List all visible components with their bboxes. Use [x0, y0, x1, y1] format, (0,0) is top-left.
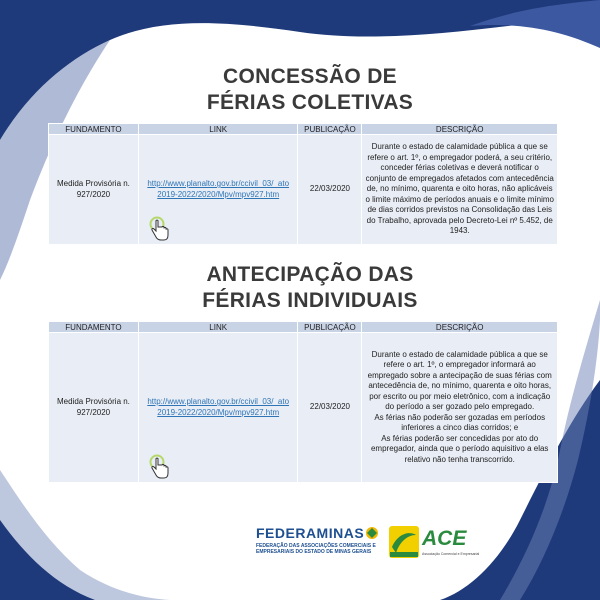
- descricao-cell: Durante o estado de calamidade pública a que se refere o art. 1º, o empregador poderá, a seu critério, conceder férias coletivas e deverá notificar o conjunto de empregados afetados com antecedência de, no mínimo, quarenta e oito horas, não aplicáveis o limite máximo de períodos anuais e o limite mínimo de dias corridos previstos na Consolidação das Leis do Trabalho, aprovada pelo Decreto-Lei nº 5.452, de 1943.: [362, 135, 558, 245]
- mpv927-link[interactable]: http://www.planalto.gov.br/ccivil_03/_ato2019-2022/2020/Mpv/mpv927.htm: [147, 397, 290, 417]
- ace-name: ACE: [422, 527, 467, 550]
- ace-emblem-icon: [388, 525, 420, 559]
- mpv927-link[interactable]: http://www.planalto.gov.br/ccivil_03/_ato2019-2022/2020/Mpv/mpv927.htm: [147, 179, 290, 199]
- header-link: LINK: [138, 124, 298, 135]
- section1-title: [100, 64, 520, 116]
- hand-pointer-icon: [147, 454, 171, 480]
- federaminas-sub-line2: EMPRESARIAIS DO ESTADO DE MINAS GERAIS: [256, 549, 372, 555]
- ferias-individuais-table: [48, 321, 558, 483]
- federaminas-sub-line1: FEDERAÇÃO DAS ASSOCIAÇÕES COMERCIAIS E: [256, 543, 376, 549]
- section1-title-line2: FÉRIAS COLETIVAS: [206, 91, 414, 114]
- header-descricao: DESCRIÇÃO: [362, 322, 558, 333]
- header-link: LINK: [138, 322, 298, 333]
- federaminas-subtitle: [256, 543, 380, 555]
- fundamento-cell: Medida Provisória n. 927/2020: [49, 135, 139, 245]
- header-publicacao: PUBLICAÇÃO: [298, 322, 362, 333]
- descricao-cell: [362, 333, 558, 483]
- section2-title-line1: ANTECIPAÇÃO DAS: [206, 263, 414, 286]
- fundamento-cell: Medida Provisória n. 927/2020: [49, 333, 139, 483]
- federaminas-logo: [256, 525, 380, 569]
- table-header-row: [49, 322, 558, 333]
- ace-subtitle: Associação Comercial e Empresarial: [422, 552, 480, 556]
- ferias-coletivas-table: [48, 123, 558, 245]
- descricao-paragraph-2: As férias não poderão ser gozadas em períodos inferiores a cinco dias corridos; e: [374, 412, 546, 433]
- table-row: [49, 135, 558, 245]
- descricao-paragraph-3: As férias poderão ser concedidas por ato do empregador, ainda que o período aquisitivo a elas relativo não tenha transcorrido.: [370, 433, 549, 464]
- publicacao-cell: 22/03/2020: [298, 135, 362, 245]
- table-row: [49, 333, 558, 483]
- header-descricao: DESCRIÇÃO: [362, 124, 558, 135]
- federaminas-emblem-icon: [365, 526, 379, 540]
- header-publicacao: PUBLICAÇÃO: [298, 124, 362, 135]
- section1-title-line1: CONCESSÃO DE: [223, 65, 397, 88]
- section2-title: [100, 262, 520, 314]
- section2-title-line2: FÉRIAS INDIVIDUAIS: [202, 289, 418, 312]
- header-fundamento: FUNDAMENTO: [49, 124, 139, 135]
- header-fundamento: FUNDAMENTO: [49, 322, 139, 333]
- link-cell: [138, 135, 298, 245]
- hand-pointer-icon: [147, 216, 171, 242]
- link-cell: [138, 333, 298, 483]
- publicacao-cell: 22/03/2020: [298, 333, 362, 483]
- descricao-paragraph-1: Durante o estado de calamidade pública a que se refere o art. 1º, o empregador informará ao empregado sobre a antecipação de suas férias com antecedência de, no mínimo, quarenta e oito horas, por escrito ou por meio eletrônico, com a indicação do período a ser gozado pelo empregado.: [367, 349, 552, 412]
- table-header-row: [49, 124, 558, 135]
- federaminas-name: FEDERAMINAS: [256, 525, 365, 541]
- ace-logo: [388, 525, 488, 561]
